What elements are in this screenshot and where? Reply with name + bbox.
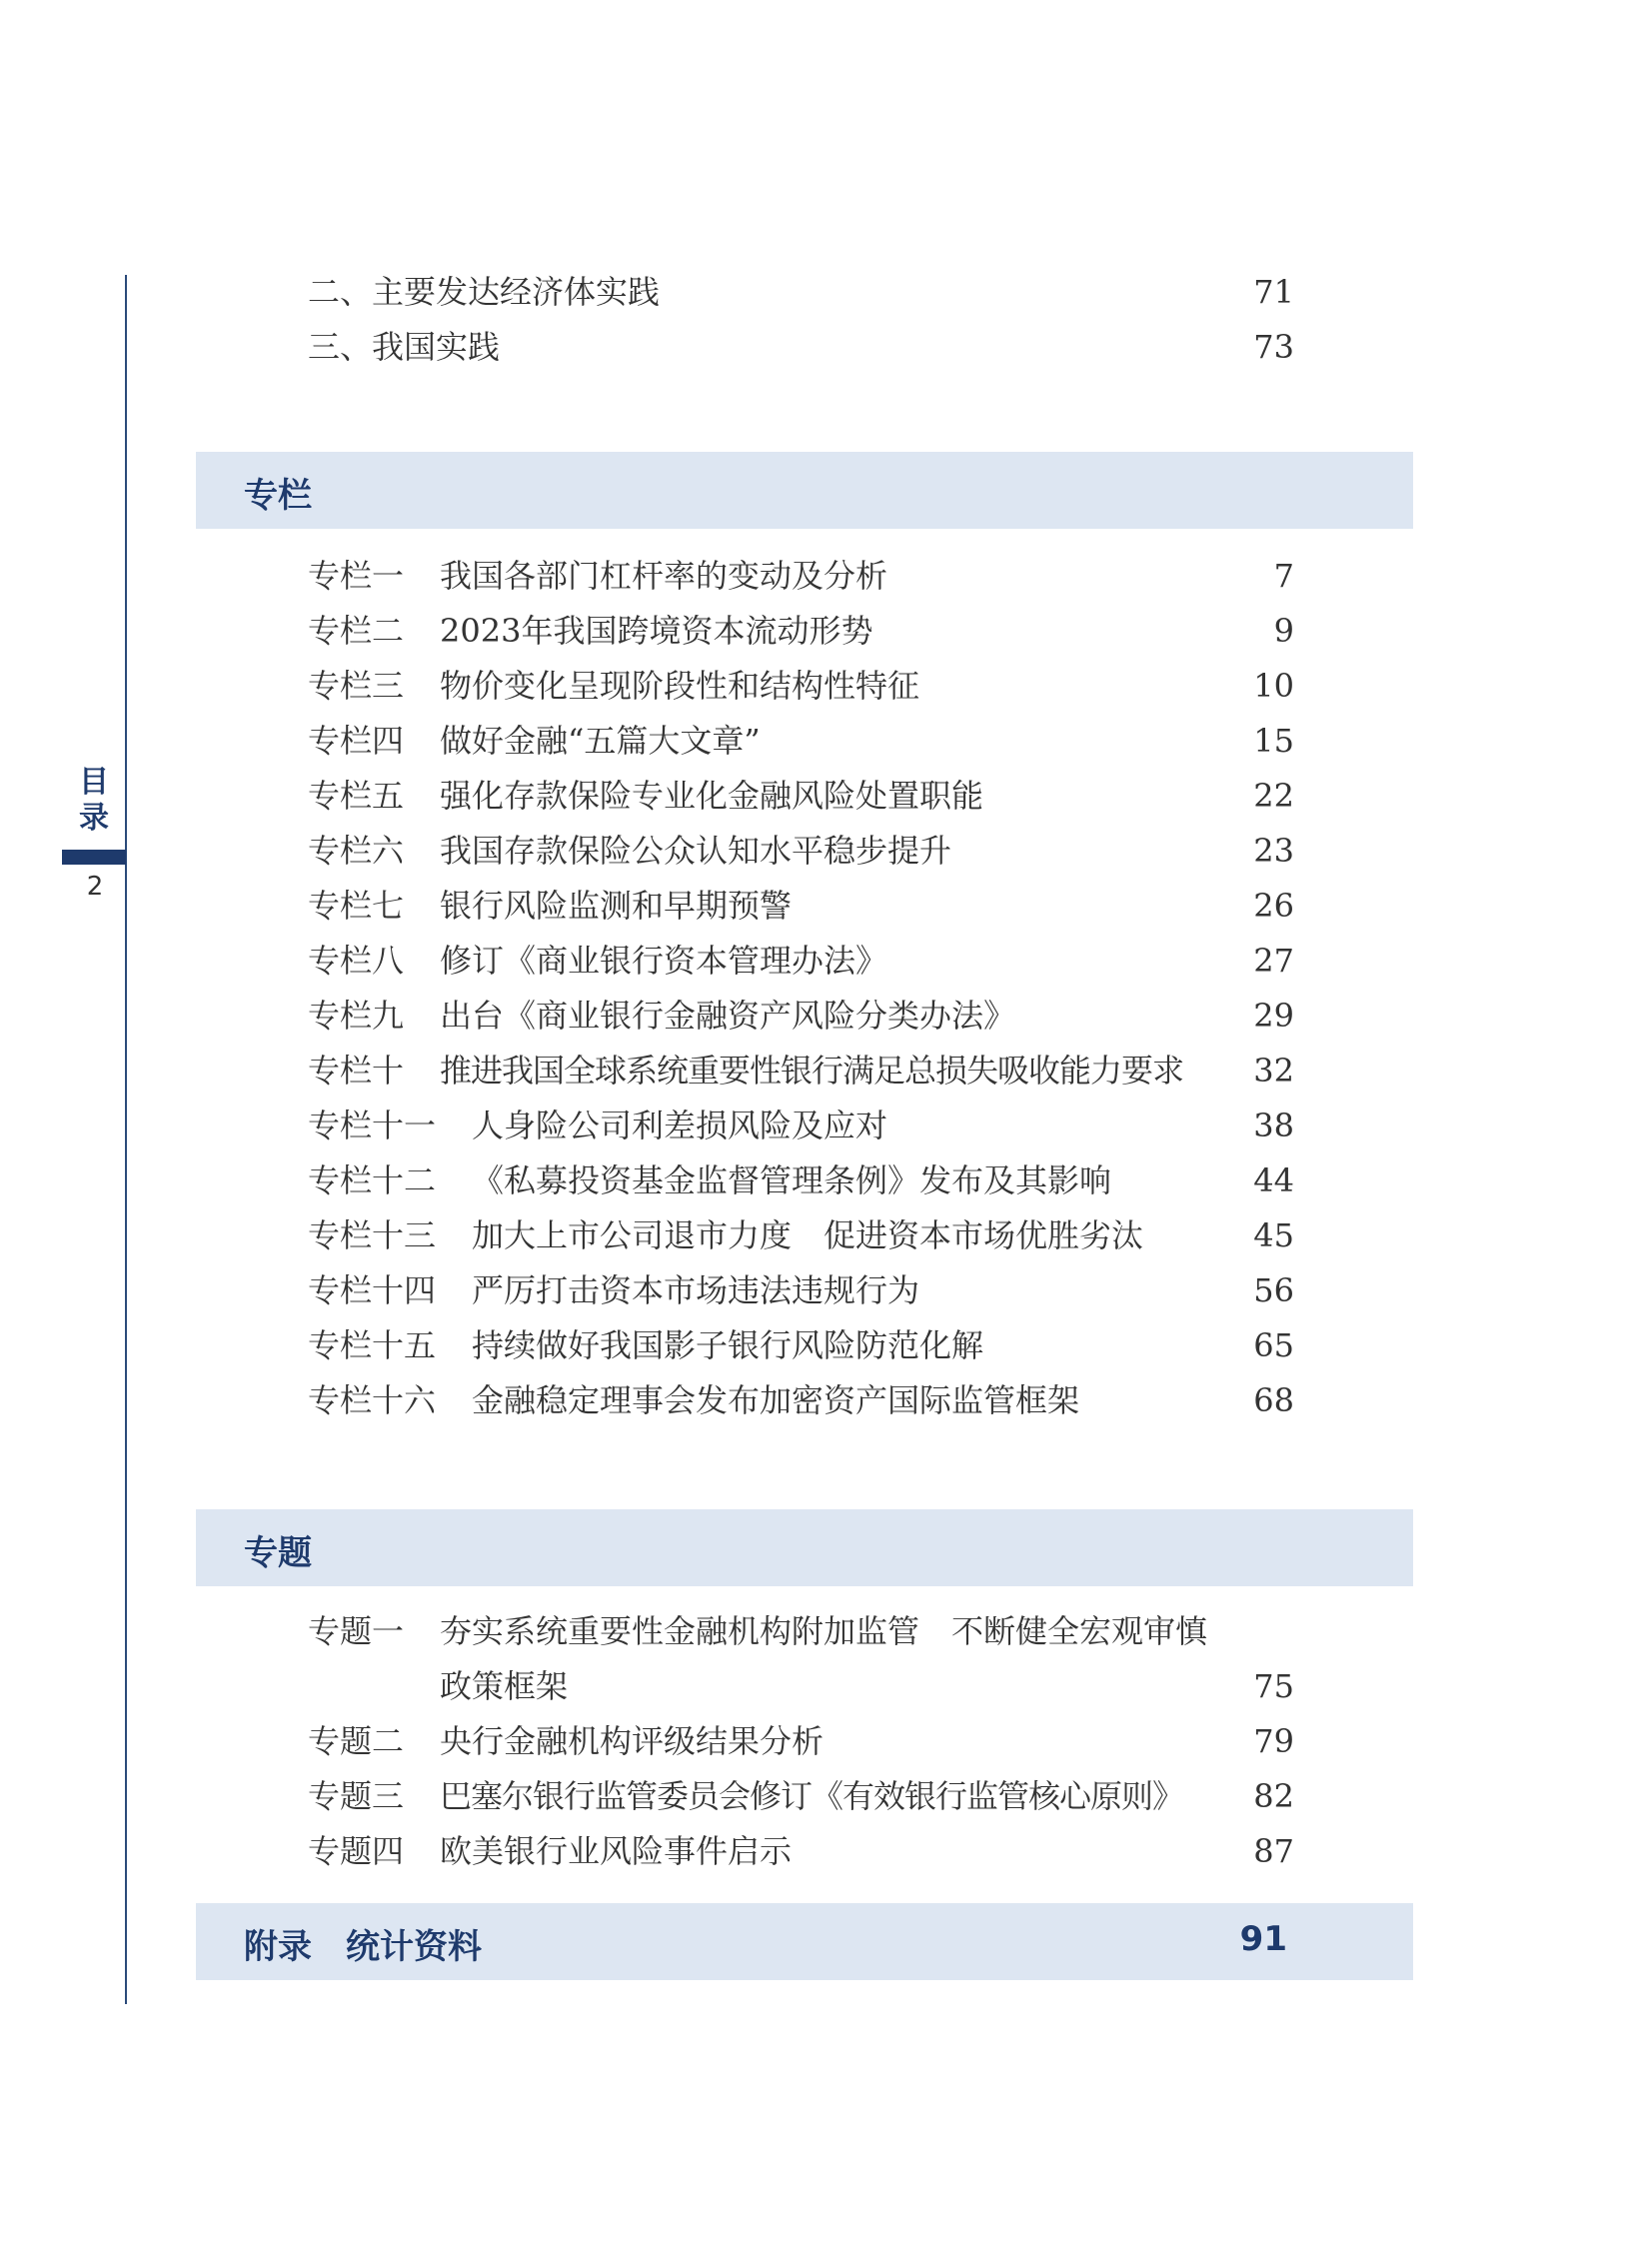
toc-entry-text: 加大上市公司退市力度 促进资本市场优胜劣汰	[472, 1216, 1144, 1254]
toc-entry-text: 严厉打击资本市场违法违规行为	[472, 1271, 920, 1309]
toc-entry-page: 73	[1253, 328, 1294, 366]
toc-entry-page: 23	[1253, 832, 1294, 870]
toc-entry-label: 专栏十一	[308, 1107, 437, 1144]
toc-entry-text: 强化存款保险专业化金融风险处置职能	[440, 777, 984, 815]
toc-entry-page: 27	[1253, 942, 1294, 980]
section-title: 专题	[244, 1533, 312, 1573]
toc-entry[interactable]	[0, 776, 1294, 816]
toc-entry-label: 专栏五	[308, 777, 405, 815]
toc-entry[interactable]	[0, 721, 1294, 761]
toc-entry-page: 26	[1253, 887, 1294, 925]
toc-entry-label: 专题三	[308, 1777, 405, 1815]
toc-entry-label: 专栏七	[308, 887, 405, 925]
toc-entry-text: 二、主要发达经济体实践	[308, 273, 661, 311]
toc-entry-text: 欧美银行业风险事件启示	[440, 1832, 793, 1870]
toc-entry-continuation[interactable]	[0, 1666, 1294, 1706]
toc-entry-label: 专栏三	[308, 667, 405, 705]
toc-entry-text: 做好金融“五篇大文章”	[440, 722, 761, 760]
page-number: 2	[86, 872, 104, 902]
toc-entry-label: 专栏四	[308, 722, 405, 760]
toc-entry[interactable]	[0, 886, 1294, 926]
toc-entry-page: 22	[1253, 777, 1294, 815]
section-title: 专栏	[244, 476, 312, 516]
toc-entry[interactable]	[0, 1776, 1294, 1816]
toc-entry-page: 87	[1253, 1832, 1294, 1870]
toc-entry-label: 专栏八	[308, 942, 405, 980]
toc-entry-text: 《私募投资基金监督管理条例》发布及其影响	[472, 1161, 1112, 1199]
toc-entry-label: 专栏六	[308, 832, 405, 870]
toc-entry-page: 38	[1253, 1107, 1294, 1144]
toc-entry-page: 79	[1253, 1722, 1294, 1760]
toc-entry-page: 75	[1253, 1667, 1294, 1705]
toc-entry-page: 15	[1253, 722, 1294, 760]
toc-entry[interactable]	[0, 272, 1294, 312]
toc-entry-label: 专栏一	[308, 557, 405, 595]
toc-entry[interactable]	[0, 1160, 1294, 1200]
side-title-char-1: 目	[79, 765, 109, 800]
toc-entry-page: 45	[1253, 1216, 1294, 1254]
toc-entry-label: 专题二	[308, 1722, 405, 1760]
toc-entry-text: 持续做好我国影子银行风险防范化解	[472, 1326, 984, 1364]
toc-entry[interactable]	[0, 1051, 1294, 1091]
toc-entry-label: 专栏十六	[308, 1381, 437, 1419]
toc-entry[interactable]	[0, 666, 1294, 706]
toc-entry-label: 专栏十二	[308, 1161, 437, 1199]
toc-entry-page: 9	[1273, 612, 1294, 650]
toc-entry[interactable]	[0, 1215, 1294, 1255]
toc-entry-text: 金融稳定理事会发布加密资产国际监管框架	[472, 1381, 1080, 1419]
toc-entry[interactable]	[0, 941, 1294, 981]
toc-entry-page: 68	[1253, 1381, 1294, 1419]
toc-entry-label: 专栏十四	[308, 1271, 437, 1309]
toc-entry[interactable]	[0, 1611, 1294, 1651]
toc-entry[interactable]	[0, 327, 1294, 367]
toc-entry[interactable]	[0, 1831, 1294, 1871]
toc-entry-page: 32	[1253, 1052, 1294, 1090]
toc-entry-label: 专栏二	[308, 612, 405, 650]
toc-entry-label: 专栏九	[308, 997, 405, 1035]
toc-entry-text: 巴塞尔银行监管委员会修订《有效银行监管核心原则》	[440, 1777, 1184, 1815]
toc-entry-label: 专栏十	[308, 1052, 405, 1090]
section-header-topics	[196, 1509, 1413, 1586]
side-title-char-2: 录	[79, 801, 109, 836]
toc-entry-label: 专题四	[308, 1832, 405, 1870]
toc-entry-page: 10	[1253, 667, 1294, 705]
appendix-entry[interactable]	[196, 1903, 1413, 1980]
toc-entry[interactable]	[0, 831, 1294, 871]
toc-entry[interactable]	[0, 996, 1294, 1036]
toc-entry-text: 三、我国实践	[308, 328, 501, 366]
appendix-page: 91	[1239, 1919, 1287, 1959]
toc-entry-text: 我国存款保险公众认知水平稳步提升	[440, 832, 952, 870]
toc-entry-text: 推进我国全球系统重要性银行满足总损失吸收能力要求	[440, 1052, 1184, 1090]
toc-entry-text: 我国各部门杠杆率的变动及分析	[440, 557, 888, 595]
toc-entry-page: 29	[1253, 997, 1294, 1035]
toc-entry[interactable]	[0, 1721, 1294, 1761]
toc-entry-page: 82	[1253, 1777, 1294, 1815]
toc-entry[interactable]	[0, 1106, 1294, 1145]
toc-entry[interactable]	[0, 1325, 1294, 1365]
toc-entry-text: 2023年我国跨境资本流动形势	[440, 612, 873, 650]
section-header-columns	[196, 452, 1413, 529]
appendix-title: 附录 统计资料	[244, 1927, 482, 1967]
toc-entry-text-cont: 政策框架	[440, 1667, 569, 1705]
toc-entry-text: 物价变化呈现阶段性和结构性特征	[440, 667, 920, 705]
toc-entry-label: 专栏十五	[308, 1326, 437, 1364]
toc-entry-text: 银行风险监测和早期预警	[440, 887, 793, 925]
toc-entry-page: 44	[1253, 1161, 1294, 1199]
toc-entry-text: 央行金融机构评级结果分析	[440, 1722, 825, 1760]
toc-entry-label: 专题一	[308, 1612, 405, 1650]
toc-entry-text: 人身险公司利差损风险及应对	[472, 1107, 888, 1144]
toc-entry-page: 71	[1253, 273, 1294, 311]
toc-entry-text: 修订《商业银行资本管理办法》	[440, 942, 888, 980]
toc-entry-page: 7	[1273, 557, 1294, 595]
toc-entry-label: 专栏十三	[308, 1216, 437, 1254]
toc-entry[interactable]	[0, 556, 1294, 596]
toc-entry[interactable]	[0, 1380, 1294, 1420]
toc-entry-page: 65	[1253, 1326, 1294, 1364]
toc-entry-text: 出台《商业银行金融资产风险分类办法》	[440, 997, 1016, 1035]
toc-entry-page: 56	[1253, 1271, 1294, 1309]
toc-entry[interactable]	[0, 1270, 1294, 1310]
toc-entry-text: 夯实系统重要性金融机构附加监管 不断健全宏观审慎	[440, 1612, 1208, 1650]
toc-entry[interactable]	[0, 611, 1294, 651]
